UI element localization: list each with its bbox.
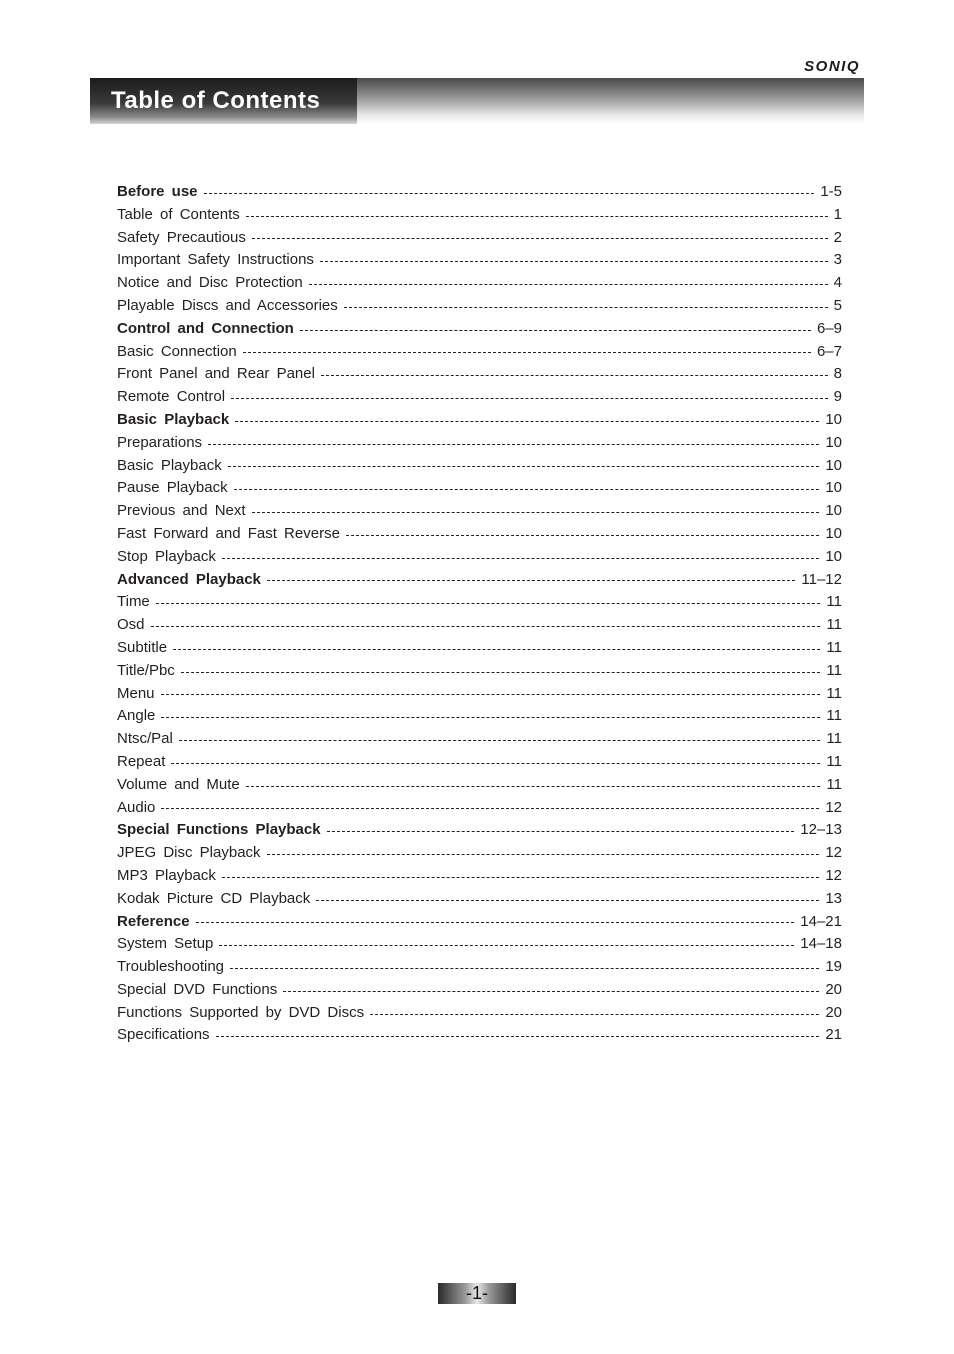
toc-leader xyxy=(252,238,828,239)
toc-entry[interactable] xyxy=(117,249,842,272)
toc-leader xyxy=(283,991,819,992)
toc-leader xyxy=(320,261,828,262)
page-number-badge xyxy=(438,1283,516,1304)
toc-entry-label: Advanced Playback xyxy=(117,570,261,588)
toc-entry-page: 20 xyxy=(825,1003,842,1021)
toc-leader xyxy=(219,945,794,946)
toc-entry[interactable] xyxy=(117,546,842,569)
toc-leader xyxy=(344,307,828,308)
toc-leader xyxy=(243,352,811,353)
toc-entry-page: 11 xyxy=(826,752,842,770)
toc-entry-label: Volume and Mute xyxy=(117,775,240,793)
toc-entry[interactable] xyxy=(117,911,842,934)
toc-leader xyxy=(171,763,820,764)
toc-entry-page: 12–13 xyxy=(800,821,842,839)
toc-entry-label: Menu xyxy=(117,684,155,702)
toc-entry[interactable] xyxy=(117,432,842,455)
toc-entry[interactable] xyxy=(117,341,842,364)
toc-leader xyxy=(327,831,795,832)
toc-leader xyxy=(267,854,820,855)
toc-entry-label: Special DVD Functions xyxy=(117,980,278,998)
toc-leader xyxy=(161,808,819,809)
toc-leader xyxy=(173,649,820,650)
toc-entry[interactable] xyxy=(117,933,842,956)
toc-entry[interactable] xyxy=(117,979,842,1002)
toc-entry-page: 11 xyxy=(826,707,842,725)
toc-entry-page: 21 xyxy=(825,1026,842,1044)
toc-entry-label: Reference xyxy=(117,912,190,930)
toc-entry[interactable] xyxy=(117,1024,842,1047)
toc-entry-label: Table of Contents xyxy=(117,205,240,223)
toc-leader xyxy=(228,466,820,467)
toc-entry-page: 11 xyxy=(826,684,842,702)
toc-leader xyxy=(231,398,828,399)
toc-leader xyxy=(204,193,815,194)
toc-entry[interactable] xyxy=(117,591,842,614)
toc-entry-page: 4 xyxy=(833,274,842,292)
toc-entry[interactable] xyxy=(117,614,842,637)
toc-entry-label: Title/Pbc xyxy=(117,661,175,679)
toc-entry-page: 6–7 xyxy=(816,342,842,360)
toc-entry-label: Time xyxy=(117,593,150,611)
toc-entry-label: Pause Playback xyxy=(117,479,228,497)
toc-entry-label: Kodak Picture CD Playback xyxy=(117,889,311,907)
toc-entry[interactable] xyxy=(117,318,842,341)
toc-entry-label: Fast Forward and Fast Reverse xyxy=(117,524,340,542)
toc-leader xyxy=(151,626,821,627)
toc-entry-label: Safety Precautious xyxy=(117,228,246,246)
toc-entry[interactable] xyxy=(117,295,842,318)
toc-entry-label: Specifications xyxy=(117,1026,210,1044)
toc-entry-label: Remote Control xyxy=(117,388,226,406)
toc-entry-page: 20 xyxy=(825,980,842,998)
page-title: Table of Contents xyxy=(111,87,321,114)
toc-leader xyxy=(246,216,828,217)
toc-entry-label: Basic Playback xyxy=(117,410,230,428)
toc-leader xyxy=(222,558,819,559)
toc-leader xyxy=(234,489,820,490)
toc-entry-page: 14–21 xyxy=(800,912,842,930)
toc-leader xyxy=(230,968,819,969)
toc-entry-label: Repeat xyxy=(117,752,166,770)
toc-entry-page: 2 xyxy=(833,228,842,246)
toc-leader xyxy=(196,922,795,923)
toc-leader xyxy=(222,877,819,878)
toc-entry-label: Subtitle xyxy=(117,638,168,656)
toc-leader xyxy=(208,444,819,445)
toc-entry-label: Osd xyxy=(117,616,145,634)
toc-entry[interactable] xyxy=(117,409,842,432)
toc-leader xyxy=(370,1014,819,1015)
toc-entry-page: 12 xyxy=(825,844,842,862)
toc-entry[interactable] xyxy=(117,683,842,706)
toc-leader xyxy=(161,717,820,718)
toc-entry-page: 12 xyxy=(825,866,842,884)
toc-leader xyxy=(216,1036,820,1037)
toc-entry-label: Previous and Next xyxy=(117,502,246,520)
toc-entry-label: Basic Playback xyxy=(117,456,222,474)
toc-leader xyxy=(321,375,828,376)
toc-entry[interactable] xyxy=(117,819,842,842)
toc-leader xyxy=(246,786,821,787)
toc-entry[interactable] xyxy=(117,865,842,888)
toc-entry[interactable] xyxy=(117,227,842,250)
toc-entry-page: 1-5 xyxy=(820,183,842,200)
toc-entry[interactable] xyxy=(117,523,842,546)
toc-leader xyxy=(267,580,795,581)
toc-entry-label: Control and Connection xyxy=(117,319,294,337)
toc-entry-page: 10 xyxy=(825,456,842,474)
toc-entry-page: 11 xyxy=(826,661,842,679)
toc-entry[interactable] xyxy=(117,660,842,683)
toc-entry-label: Preparations xyxy=(117,433,203,451)
toc-entry-page: 12 xyxy=(825,798,842,816)
toc-entry[interactable] xyxy=(117,477,842,500)
toc-leader xyxy=(156,603,821,604)
toc-entry-label: Troubleshooting xyxy=(117,958,225,976)
toc-entry-page: 19 xyxy=(825,958,842,976)
toc-entry[interactable] xyxy=(117,272,842,295)
toc-entry-page: 10 xyxy=(825,547,842,565)
toc-leader xyxy=(252,512,820,513)
toc-entry-label: Stop Playback xyxy=(117,547,216,565)
toc-entry-page: 10 xyxy=(825,410,842,428)
toc-entry[interactable] xyxy=(117,363,842,386)
toc-leader xyxy=(309,284,828,285)
toc-entry-label: Functions Supported by DVD Discs xyxy=(117,1003,365,1021)
toc-entry-page: 10 xyxy=(825,479,842,497)
toc-entry-label: MP3 Playback xyxy=(117,866,216,884)
toc-entry-page: 14–18 xyxy=(800,935,842,953)
toc-leader xyxy=(181,672,821,673)
toc-entry[interactable] xyxy=(117,637,842,660)
toc-entry[interactable] xyxy=(117,774,842,797)
toc-entry[interactable] xyxy=(117,569,842,592)
toc-entry[interactable] xyxy=(117,1002,842,1025)
toc-entry-page: 10 xyxy=(825,433,842,451)
toc-entry[interactable] xyxy=(117,751,842,774)
toc-entry-label: Front Panel and Rear Panel xyxy=(117,365,315,383)
toc-entry-label: Before use xyxy=(117,183,198,200)
toc-entry-page: 11 xyxy=(826,616,842,634)
toc-entry-label: Special Functions Playback xyxy=(117,821,321,839)
toc-entry-label: Audio xyxy=(117,798,156,816)
toc-entry[interactable] xyxy=(117,728,842,751)
toc-entry[interactable] xyxy=(117,455,842,478)
toc-entry-page: 10 xyxy=(825,524,842,542)
toc-leader xyxy=(316,900,819,901)
toc-entry[interactable] xyxy=(117,204,842,227)
toc-leader xyxy=(161,694,821,695)
toc-entry-page: 10 xyxy=(825,502,842,520)
toc-entry-page: 11 xyxy=(826,730,842,748)
toc-entry-label: JPEG Disc Playback xyxy=(117,844,261,862)
toc-entry-page: 13 xyxy=(825,889,842,907)
toc-entry[interactable] xyxy=(117,500,842,523)
toc-entry-page: 11 xyxy=(826,638,842,656)
toc-entry-label: Important Safety Instructions xyxy=(117,251,314,269)
toc-entry[interactable] xyxy=(117,888,842,911)
toc-entry[interactable] xyxy=(117,797,842,820)
toc-leader xyxy=(300,330,811,331)
toc-entry-page: 1 xyxy=(833,205,842,223)
toc-entry-page: 6–9 xyxy=(816,319,842,337)
toc-entry-label: Ntsc/Pal xyxy=(117,730,173,748)
toc-entry-page: 3 xyxy=(833,251,842,269)
toc-entry-label: Angle xyxy=(117,707,156,725)
toc-entry-label: Basic Connection xyxy=(117,342,237,360)
page-number: -1- xyxy=(466,1283,488,1303)
toc-entry-label: Notice and Disc Protection xyxy=(117,274,303,292)
toc-entry[interactable] xyxy=(117,842,842,865)
table-of-contents xyxy=(117,181,842,1047)
toc-entry-page: 5 xyxy=(833,296,842,314)
toc-leader xyxy=(179,740,821,741)
toc-entry[interactable] xyxy=(117,181,842,204)
toc-entry-page: 11–12 xyxy=(801,570,842,588)
toc-entry-page: 9 xyxy=(833,388,842,406)
toc-leader xyxy=(346,535,819,536)
toc-entry-label: Playable Discs and Accessories xyxy=(117,296,338,314)
toc-entry[interactable] xyxy=(117,386,842,409)
toc-entry[interactable] xyxy=(117,956,842,979)
toc-entry-page: 11 xyxy=(826,775,842,793)
toc-entry-page: 11 xyxy=(826,593,842,611)
brand-logo: SONIQ xyxy=(804,58,860,75)
toc-entry-page: 8 xyxy=(833,365,842,383)
toc-entry[interactable] xyxy=(117,705,842,728)
toc-leader xyxy=(235,421,819,422)
toc-entry-label: System Setup xyxy=(117,935,214,953)
